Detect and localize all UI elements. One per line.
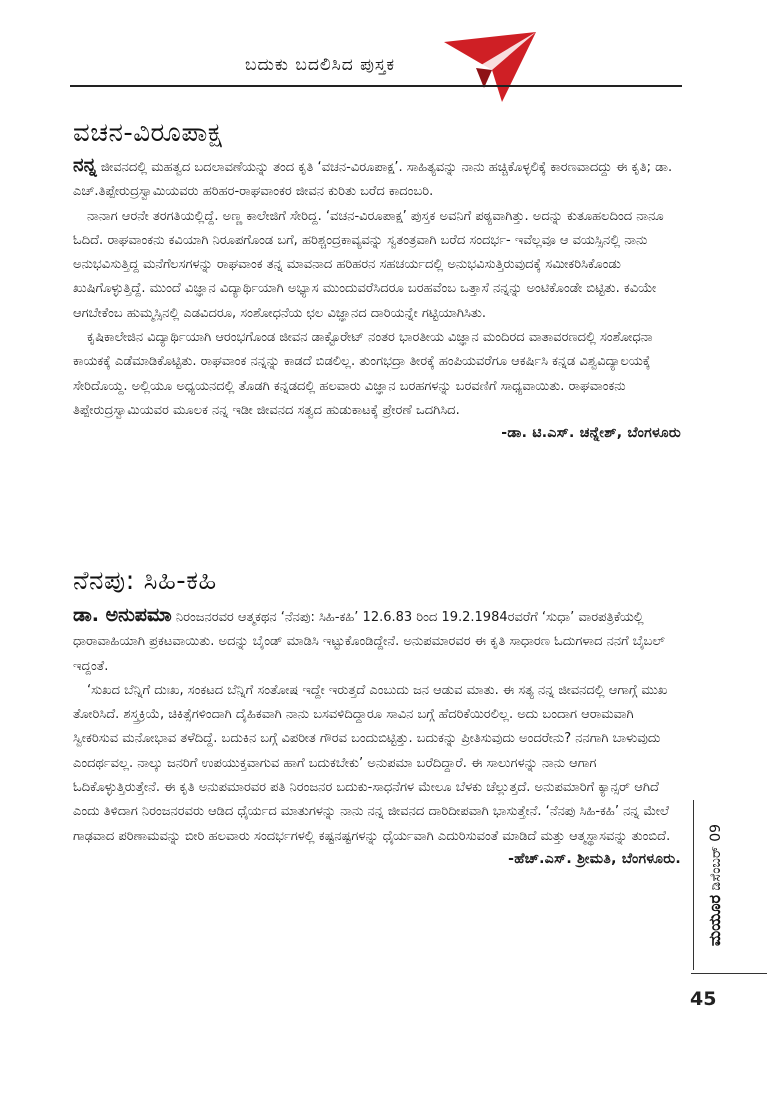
author-signature: -ಹೆಚ್.ಎಸ್. ಶ್ರೀಮತಿ, ಬೆಂಗಳೂರು. [508, 850, 681, 867]
paragraph-text: ನಿರಂಜನರವರ ಆತ್ಮಕಥನ ‘ನೆನಪು: ಸಿಹಿ-ಕಹಿ’ 12.6.83 ರಿಂದ 19.2.1984ರವರೆಗೆ ‘ಸುಧಾ’ ವಾರಪತ್ರಿಕೆಯಲ್ಲಿ ಧಾರಾವಾಹಿಯಾಗಿ ಪ್ರಕಟವಾಯಿತು. ಅದನ್ನು ಬೈಂಡ್ ಮಾಡಿಸಿ ಇಟ್ಟುಕೊಂಡಿದ್ದೇನೆ. ಅನುಪಮಾರವರ ಈ ಕೃತಿ ಸಾಧಾರಣ ಓದುಗಳಾದ ನನಗೆ ಬೈಬಲ್ ಇದ್ದಂತೆ. [73, 610, 665, 674]
article-paragraph: ಕೃಷಿಕಾಲೇಜಿನ ವಿದ್ಯಾರ್ಥಿಯಾಗಿ ಆರಂಭಗೊಂಡ ಜೀವನ ಡಾಕ್ಟೊರೇಟ್ ನಂತರ ಭಾರತೀಯ ವಿಜ್ಞಾನ ಮಂದಿರದ ವಾತಾವರಣದಲ್ಲಿ ಸಂಶೋಧನಾ ಕಾಯಕಕ್ಕೆ ಎಡೆಮಾಡಿಕೊಟ್ಟಿತು. ರಾಘವಾಂಕ ನನ್ನನ್ನು ಕಾಡದೆ ಬಿಡಲಿಲ್ಲ. ತುಂಗಭದ್ರಾ ತೀರಕ್ಕೆ ಹಂಪಿಯವರೆಗೂ ಆಕರ್ಷಿಸಿ ಕನ್ನಡ ವಿಶ್ವವಿದ್ಯಾಲಯಕ್ಕೆ ಸೇರಿದೊಯ್ದ. ಅಲ್ಲಿಯೂ ಅಧ್ಯಯನದಲ್ಲಿ ತೊಡಗಿ ಕನ್ನಡದಲ್ಲಿ ಹಲವಾರು ವಿಜ್ಞಾನ ಬರಹಗಳನ್ನು ಬರವಣಿಗೆ ಸಾಧ್ಯವಾಯಿತು. ರಾಘವಾಂಕನು ತಿಪ್ಪೇರುದ್ರಸ್ವಾಮಿಯವರ ಮೂಲಕ ನನ್ನ ಇಡೀ ಜೀವನದ ಸತ್ವದ ಹುಡುಕಾಟಕ್ಕೆ ಪ್ರೇರಣೆ ಒದಗಿಸಿದ. [73, 330, 653, 418]
author-signature: -ಡಾ. ಟಿ.ಎಸ್. ಚನ್ನೇಶ್, ಬೆಂಗಳೂರು [501, 425, 681, 442]
paragraph-text: ಜೀವನದಲ್ಲಿ ಮಹತ್ವದ ಬದಲಾವಣೆಯನ್ನು ತಂದ ಕೃತಿ ‘ವಚನ-ವಿರೂಪಾಕ್ಷ’. ಸಾಹಿತ್ಯವನ್ನು ನಾನು ಹಚ್ಚಿಕೊಳ್ಳಲಿಕ್ಕೆ ಕಾರಣವಾದದ್ದು ಈ ಕೃತಿ; ಡಾ. ಎಚ್.ತಿಪ್ಪೇರುದ್ರಸ್ವಾಮಿಯವರು ಹರಿಹರ-ರಾಘವಾಂಕರ ಜೀವನ ಕುರಿತು ಬರೆದ ಕಾದಂಬರಿ. [73, 160, 673, 200]
article-title: ವಚನ-ವಿರೂಪಾಕ್ಷ [73, 118, 223, 148]
magazine-name: ಮಯೂರ [705, 895, 724, 947]
article-paragraph: ನಾನಾಗ ಆರನೇ ತರಗತಿಯಲ್ಲಿದ್ದೆ. ಅಣ್ಣ ಕಾಲೇಜಿಗೆ ಸೇರಿದ್ದ. ‘ವಚನ-ವಿರೂಪಾಕ್ಷ’ ಪುಸ್ತಕ ಅವನಿಗೆ ಪಠ್ಯವಾಗಿತ್ತು. ಅದನ್ನು ಕುತೂಹಲದಿಂದ ನಾನೂ ಓದಿದೆ. ರಾಘವಾಂಕನು ಕವಿಯಾಗಿ ನಿರೂಪಗೊಂಡ ಬಗೆ, ಹರಿಶ್ಚಂದ್ರಕಾವ್ಯವನ್ನು ಸ್ವತಂತ್ರವಾಗಿ ಬರೆದ ಸಂದರ್ಭ- ಇವೆಲ್ಲವೂ ಆ ವಯಸ್ಸಿನಲ್ಲಿ ನಾನು ಅನುಭವಿಸುತ್ತಿದ್ದ ಮನೆಗೆಲಸಗಳನ್ನು ರಾಘವಾಂಕ ತನ್ನ ಮಾವನಾದ ಹರಿಹರನ ಸಹಚರ್ಯದಲ್ಲಿ ಅನುಭವಿಸುತ್ತಿರುವುದಕ್ಕೆ ಸಮೀಕರಿಸಿಕೊಂಡು ಖುಷಿಗೊಳ್ಳುತ್ತಿದ್ದೆ. ಮುಂದೆ ವಿಜ್ಞಾನ ವಿದ್ಯಾರ್ಥಿಯಾಗಿ ಅಭ್ಯಾಸ ಮುಂದುವರೆಸಿದರೂ ಬರಹವೆಂಬ ಒತ್ತಾಸೆ ನನ್ನನ್ನು ಅಂಟಿಕೊಂಡೇ ಬಿಟ್ಟಿತು. ಕವಿಯೇ ಆಗಬೇಕೆಂಬ ಹುಮ್ಮಸ್ಸಿನಲ್ಲಿ ಎಡವಿದರೂ, ಸಂಶೋಧನೆಯ ಛಲ ವಿಜ್ಞಾನದ ದಾರಿಯನ್ನೇ ಗಟ್ಟಿಯಾಗಿಸಿತು. [73, 208, 664, 321]
lead-word: ಡಾ. ಅನುಪಮಾ [73, 604, 172, 626]
article-paragraph [73, 153, 681, 205]
running-header-title: ಬದುಕು ಬದಲಿಸಿದ ಪುಸ್ತಕ [245, 55, 396, 75]
issue-date-vertical [705, 824, 725, 946]
paper-plane-logo-icon [440, 28, 540, 108]
issue-date: ಡಿಸೆಂಬರ್ 09 [708, 823, 724, 891]
article-paragraph: ‘ಸುಖದ ಬೆನ್ನಿಗೆ ದುಃಖ, ಸಂಕಟದ ಬೆನ್ನಿಗೆ ಸಂತೋಷ ಇದ್ದೇ ಇರುತ್ತದೆ ಎಂಬುದು ಜನ ಆಡುವ ಮಾತು. ಈ ಸತ್ಯ ನನ್ನ ಜೀವನದಲ್ಲಿ ಆಗಾಗ್ಗೆ ಮುಖ ತೋರಿಸಿದೆ. ಶಸ್ತ್ರಕ್ರಿಯೆ, ಚಿಕಿತ್ಸೆಗಳಿಂದಾಗಿ ದೈಹಿಕವಾಗಿ ನಾನು ಬಸವಳಿದಿದ್ದಾರೂ ಸಾವಿನ ಬಗ್ಗೆ ಹೆದರಿಕೆಯಿರಲಿಲ್ಲ. ಅದು ಬಂದಾಗ ಆರಾಮವಾಗಿ ಸ್ವೀಕರಿಸುವ ಮನೋಭಾವ ತಳೆದಿದ್ದೆ. ಬದುಕಿನ ಬಗ್ಗೆ ವಿಪರೀತ ಗೌರವ ಬಂದುಬಿಟ್ಟಿತ್ತು. ಬದುಕನ್ನು ಪ್ರೀತಿಸುವುದು ಅಂದರೇನು? ನನಗಾಗಿ ಬಾಳುವುದು ಎಂದರ್ಥವಲ್ಲ. ನಾಲ್ಕು ಜನರಿಗೆ ಉಪಯುಕ್ತವಾಗುವ ಹಾಗೆ ಬದುಕಬೇಕು’ ಅನುಪಮಾ ಬರೆದಿದ್ದಾರೆ. ಈ ಸಾಲುಗಳನ್ನು ನಾನು ಆಗಾಗ ಓದಿಕೊಳ್ಳುತ್ತಿರುತ್ತೇನೆ. ಈ ಕೃತಿ ಅನುಪಮಾರವರ ಪತಿ ನಿರಂಜನರ ಬದುಕು-ಸಾಧನೆಗಳ ಮೇಲೂ ಬೆಳಕು ಚೆಲ್ಲುತ್ತದೆ. ಅನುಪಮಾರಿಗೆ ಕ್ಯಾನ್ಸರ್ ಆಗಿದೆ ಎಂದು ತಿಳಿದಾಗ ನಿರಂಜನರವರು ಆಡಿದ ಧೈರ್ಯದ ಮಾತುಗಳನ್ನು ನಾನು ನನ್ನ ಜೀವನದ ದಾರಿದೀಪವಾಗಿ ಭಾಸುತ್ತೇನೆ. ‘ನೆನಪು ಸಿಹಿ-ಕಹಿ’ ನನ್ನ ಮೇಲೆ ಗಾಢವಾದ ಪರಿಣಾಮವನ್ನು ಬೀರಿ ಹಲವಾರು ಸಂದರ್ಭಗಳಲ್ಲಿ ಕಷ್ಟನಷ್ಟಗಳನ್ನು ಧೈರ್ಯವಾಗಿ ಎದುರಿಸುವಂತೆ ಮಾಡಿದೆ ಮತ್ತು ಆತ್ಮಸ್ಥಾಸವನ್ನು ತುಂಬಿದೆ. [73, 682, 671, 844]
article-title: ನೆನಪು: ಸಿಹಿ-ಕಹಿ [73, 566, 217, 596]
article-nenapu-sihi-kahi [73, 566, 681, 867]
article-paragraph [73, 603, 681, 679]
lead-word: ನನ್ನ [73, 154, 97, 176]
article-vachana-virupaksha [73, 118, 681, 441]
footer-divider [691, 973, 767, 974]
header-divider [70, 85, 682, 87]
side-divider [693, 800, 694, 970]
page-number: 45 [690, 988, 717, 1010]
